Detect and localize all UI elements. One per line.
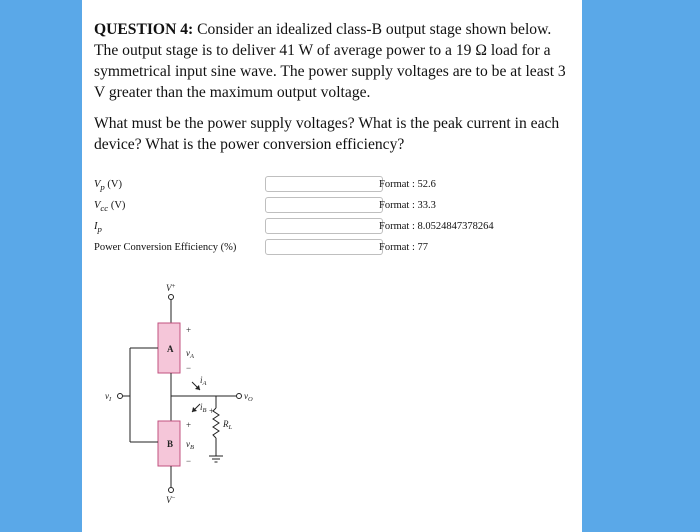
vb-sub: B <box>190 444 194 451</box>
vplus-symbol: V <box>166 283 172 293</box>
ia-symbol: i <box>200 375 203 385</box>
efficiency-format: Format : 77 <box>379 242 428 253</box>
vp-symbol: V <box>94 179 101 190</box>
rl-sub: L <box>228 424 233 431</box>
vb-label <box>186 439 194 451</box>
ip-format: Format : 8.0524847378264 <box>379 221 494 232</box>
vp-subscript: p <box>100 182 105 193</box>
vi-symbol: v <box>105 391 109 401</box>
block-a-label: A <box>167 344 174 354</box>
vi-sub: I <box>109 396 112 403</box>
question-page <box>82 0 582 532</box>
vi-terminal <box>118 394 123 399</box>
vcc-subscript: cc <box>100 203 109 214</box>
va-symbol: v <box>186 348 190 358</box>
vo-terminal <box>237 394 242 399</box>
rl-label <box>222 419 233 431</box>
vminus-sup: − <box>171 494 176 502</box>
ib-sub: B <box>202 407 207 414</box>
vminus-label <box>166 494 176 505</box>
question-body: Consider an idealized class-B output stage shown below. The output stage is to deliver 41 W of average power to a 19 Ω load for a symmetrical input sine wave. The power supply voltages are to be at least 3 V greater than the maximum output voltage. <box>94 21 566 101</box>
va-plus: + <box>186 325 192 335</box>
ia-sub: A <box>202 380 207 387</box>
vcc-unit: (V) <box>108 200 126 211</box>
vminus-terminal <box>169 488 174 493</box>
vo-label <box>244 391 253 403</box>
load-plus: + <box>209 406 215 416</box>
class-b-circuit-diagram <box>82 0 582 532</box>
efficiency-label: Power Conversion Efficiency (%) <box>94 242 237 253</box>
vcc-symbol: V <box>94 200 101 211</box>
vb-minus: − <box>186 456 192 466</box>
vo-sub: O <box>248 396 253 403</box>
vplus-label <box>166 282 176 293</box>
vi-label <box>105 391 112 403</box>
va-sub: A <box>190 353 194 360</box>
vplus-terminal <box>169 295 174 300</box>
va-label <box>186 348 194 360</box>
question-heading: QUESTION 4: <box>94 21 194 38</box>
vcc-format: Format : 33.3 <box>379 200 436 211</box>
rl-symbol: R <box>223 419 229 429</box>
ip-symbol: I <box>94 221 98 232</box>
ib-symbol: i <box>200 402 203 412</box>
ib-label <box>200 402 207 414</box>
vminus-symbol: V <box>166 495 172 505</box>
va-minus: − <box>186 363 192 373</box>
block-b-label: B <box>167 439 174 449</box>
vb-plus: + <box>186 420 192 430</box>
vb-symbol: v <box>186 439 190 449</box>
ip-subscript: p <box>97 224 102 235</box>
ia-label <box>200 375 207 387</box>
vplus-sup: + <box>171 282 176 290</box>
vp-format: Format : 52.6 <box>379 179 436 190</box>
vp-unit: (V) <box>104 179 122 190</box>
vo-symbol: v <box>244 391 248 401</box>
question-paragraph-2: What must be the power supply voltages? What is the peak current in each device? What is the power conversion efficiency? <box>94 115 560 153</box>
